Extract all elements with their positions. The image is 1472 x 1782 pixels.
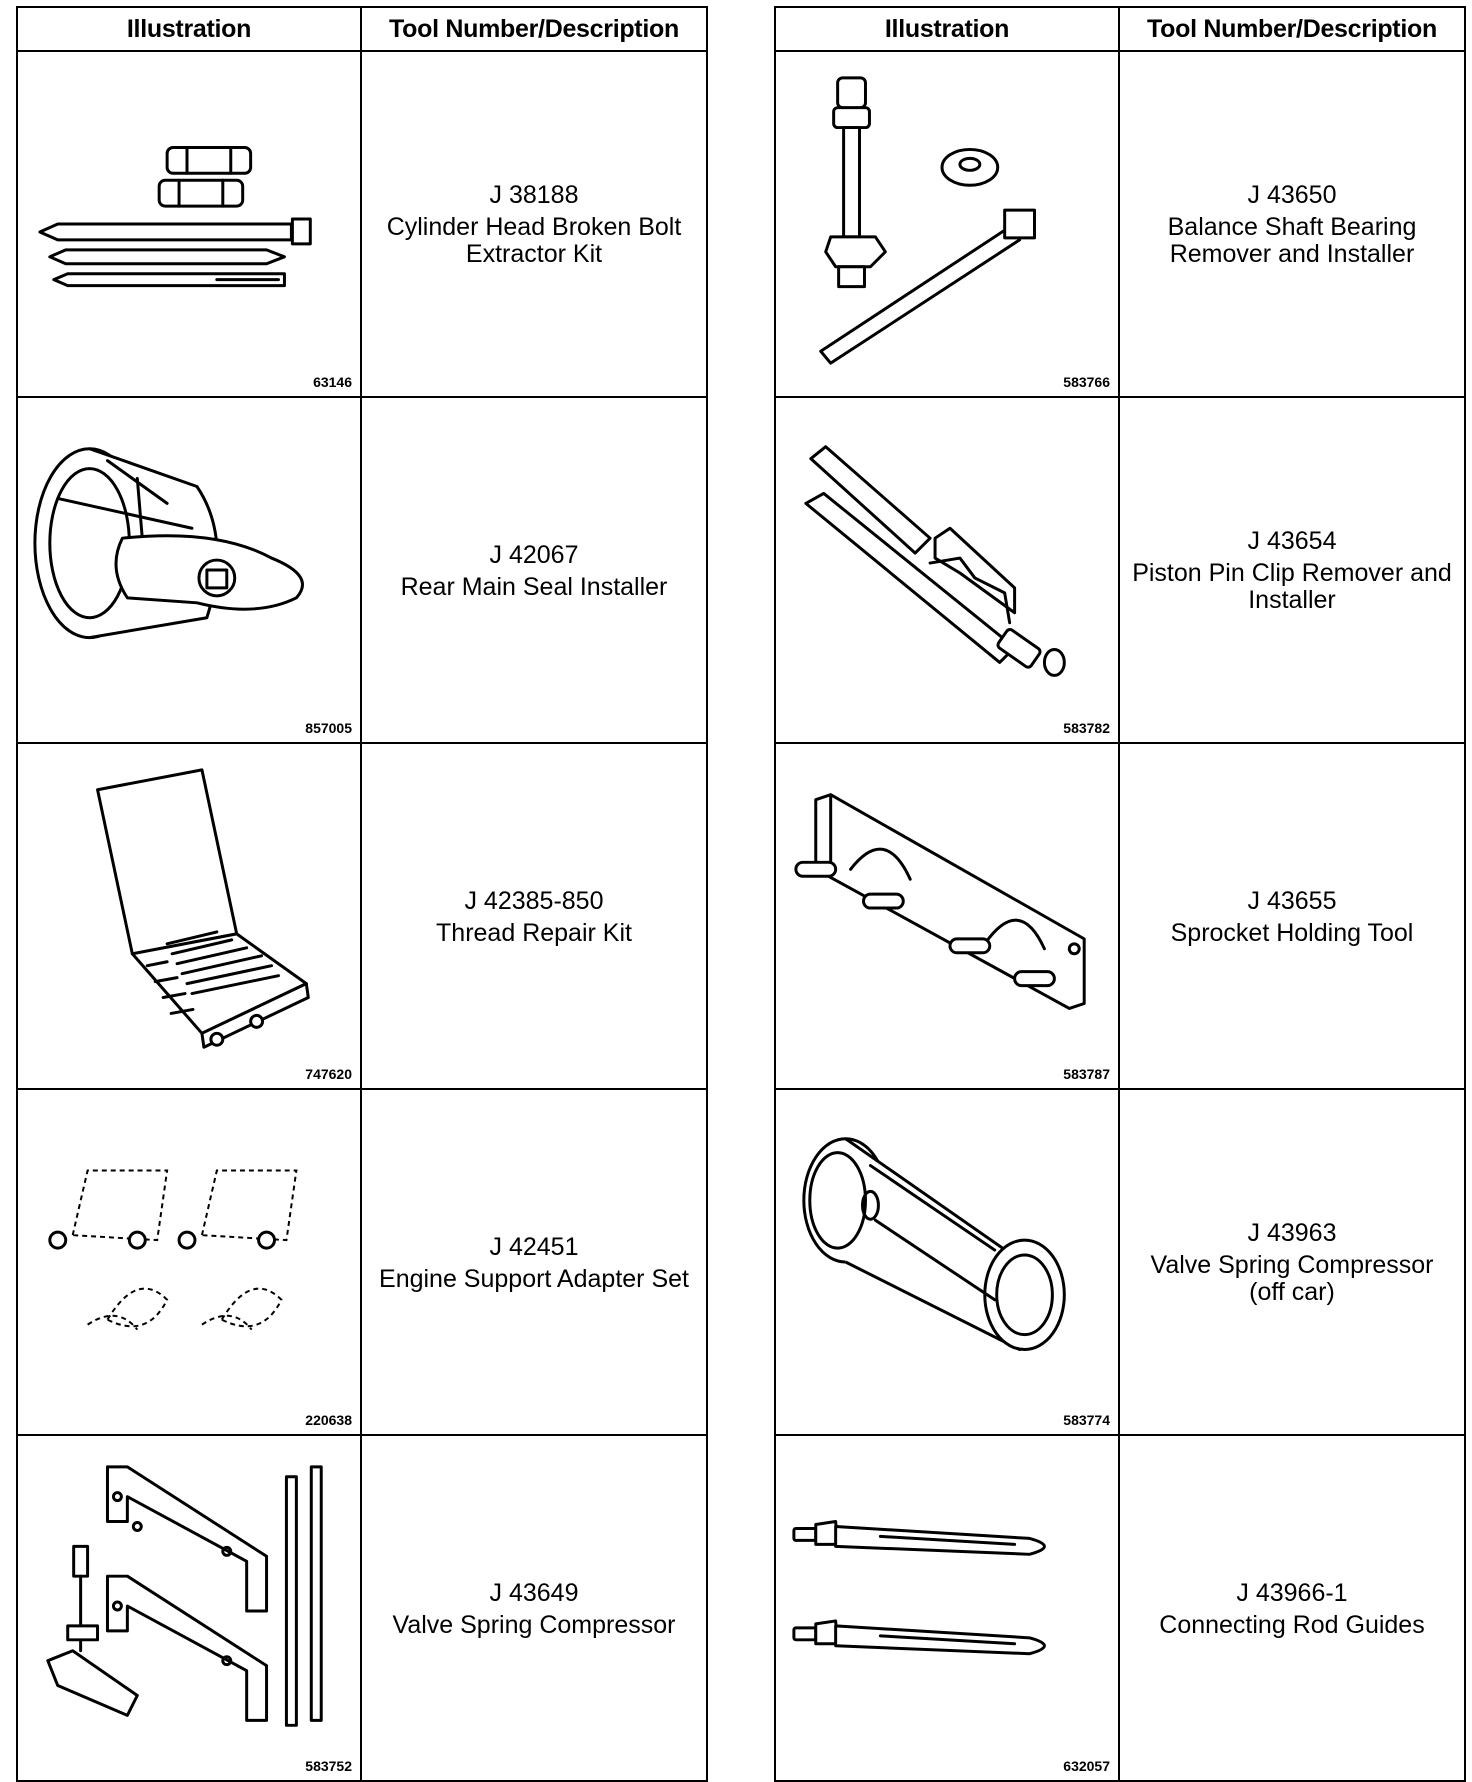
description-cell [1119, 743, 1465, 1089]
tool-number: J 43966-1 [1236, 1578, 1348, 1607]
illustration-cell [17, 1435, 361, 1781]
thread-repair-kit-icon [18, 744, 360, 1088]
figure-number: 583774 [1063, 1412, 1110, 1428]
piston-pin-clip-tool-icon [776, 398, 1118, 742]
description-cell [1119, 51, 1465, 397]
description-cell [361, 397, 707, 743]
description-cell [361, 1089, 707, 1435]
tool-number: J 43649 [489, 1578, 579, 1607]
description-cell [361, 1435, 707, 1781]
illustration-cell [775, 51, 1119, 397]
illustration-cell [17, 1089, 361, 1435]
tool-description: Sprocket Holding Tool [1170, 918, 1414, 947]
tool-description: Piston Pin Clip Remover and Installer [1132, 559, 1452, 614]
illustration-cell [775, 1435, 1119, 1781]
illustration-header: Illustration [17, 7, 361, 51]
figure-number: 63146 [313, 374, 352, 390]
table-row [775, 51, 1465, 397]
tool-number: J 43963 [1247, 1219, 1337, 1247]
tool-description: Valve Spring Compressor [392, 1610, 676, 1639]
connecting-rod-guides-icon [776, 1436, 1118, 1780]
tool-description: Engine Support Adapter Set [379, 1264, 689, 1293]
tool-header: Tool Number/Description [1119, 7, 1465, 51]
figure-number: 220638 [305, 1412, 352, 1428]
bearing-remover-icon [776, 52, 1118, 396]
tool-description: Rear Main Seal Installer [400, 572, 668, 601]
tool-description: Cylinder Head Broken Bolt Extractor Kit [386, 213, 682, 268]
table-row [775, 1435, 1465, 1781]
tool-description: Connecting Rod Guides [1159, 1610, 1425, 1639]
illustration-cell [17, 397, 361, 743]
illustration-cell [775, 397, 1119, 743]
description-cell [361, 743, 707, 1089]
illustration-cell [775, 1089, 1119, 1435]
tool-description: Valve Spring Compressor (off car) [1150, 1251, 1434, 1306]
tool-number: J 42451 [489, 1232, 579, 1261]
figure-number: 583752 [305, 1758, 352, 1774]
figure-number: 583787 [1063, 1066, 1110, 1082]
illustration-cell [17, 51, 361, 397]
description-cell [361, 51, 707, 397]
description-cell [1119, 397, 1465, 743]
figure-number: 583782 [1063, 720, 1110, 736]
table-row [775, 1089, 1465, 1435]
tool-number: J 43650 [1247, 181, 1337, 209]
sprocket-holding-tool-icon [776, 744, 1118, 1088]
table-row [775, 743, 1465, 1089]
illustration-header: Illustration [775, 7, 1119, 51]
figure-number: 583766 [1063, 374, 1110, 390]
tool-number: J 42385-850 [464, 886, 604, 915]
table-row [775, 397, 1465, 743]
tool-number: J 42067 [489, 540, 579, 569]
header-row [17, 7, 707, 51]
tool-number: J 43654 [1247, 527, 1337, 555]
tool-table-left [16, 6, 708, 1782]
figure-number: 632057 [1063, 1758, 1110, 1774]
table-row [17, 1435, 707, 1781]
tool-description: Thread Repair Kit [436, 918, 632, 947]
tool-number: J 38188 [489, 181, 579, 209]
figure-number: 747620 [305, 1066, 352, 1082]
engine-support-adapter-icon [18, 1090, 360, 1434]
tool-number: J 43655 [1247, 886, 1337, 915]
tool-header: Tool Number/Description [361, 7, 707, 51]
description-cell [1119, 1089, 1465, 1435]
off-car-compressor-icon [776, 1090, 1118, 1434]
bolt-extractor-kit-icon [18, 52, 360, 396]
valve-spring-compressor-icon [18, 1436, 360, 1780]
table-row [17, 397, 707, 743]
figure-number: 857005 [305, 720, 352, 736]
tool-table-right [774, 6, 1466, 1782]
table-row [17, 1089, 707, 1435]
illustration-cell [17, 743, 361, 1089]
table-row [17, 743, 707, 1089]
table-row [17, 51, 707, 397]
tool-description: Balance Shaft Bearing Remover and Installer [1167, 213, 1417, 268]
illustration-cell [775, 743, 1119, 1089]
header-row [775, 7, 1465, 51]
description-cell [1119, 1435, 1465, 1781]
seal-installer-icon [18, 398, 360, 742]
